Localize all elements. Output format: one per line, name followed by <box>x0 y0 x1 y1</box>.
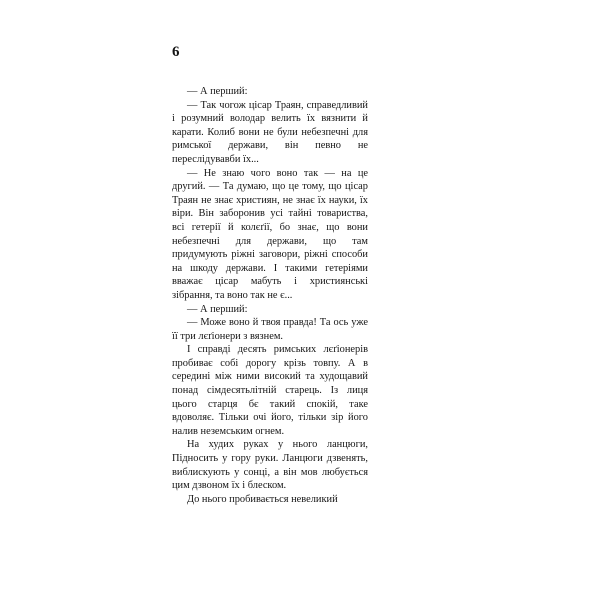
paragraph: — А перший: <box>187 303 248 315</box>
paragraph: До нього пробивається невеликий <box>187 493 338 505</box>
page-number: 6 <box>172 44 180 60</box>
paragraph: На худих руках у нього ланцюги, Підносить у гору руки. Ланцюги дзвенять, виблискують у сонці, а він мов любується цим дзвоном їх і блеском. <box>172 439 368 492</box>
paragraph: — Так чогож цісар Траян, справедливий і розумний володар велить їх вязнити й карати. Колиб вони не були небезпечні для римської держави, він певно не переслідувавби їх... <box>172 99 368 165</box>
paragraph: — Не знаю чого воно так — на це другий. — Та думаю, що це тому, що цісар Траян не знає християн, не знає їх науки, їх віри. Він заборонив усі тайні товариства, всі гетерії й колєґії, бо знає, що вони небезпечні для держави, що там придумують ріжні заговори, ріжні способи на шкоду держави. І такими гетеріями вважає цісар мабуть і християнські зібрання, та воно так не є... <box>172 167 368 301</box>
paragraph: — Може воно й твоя правда! Та ось уже її три лєґіонери з вязнем. <box>172 317 368 342</box>
paragraph: І справді десять римських лєґіонерів пробиває собі дорогу крізь товпу. А в середині між ними високий та худощавий понад сімдесятьлітній старець. Із лиця цього старця бє такий спокій, таке вдоволяє. Тільки очі його, тільки зір його налив неземським огнем. <box>172 344 368 437</box>
text-column <box>172 44 368 506</box>
paragraph: — А перший: <box>187 86 248 97</box>
